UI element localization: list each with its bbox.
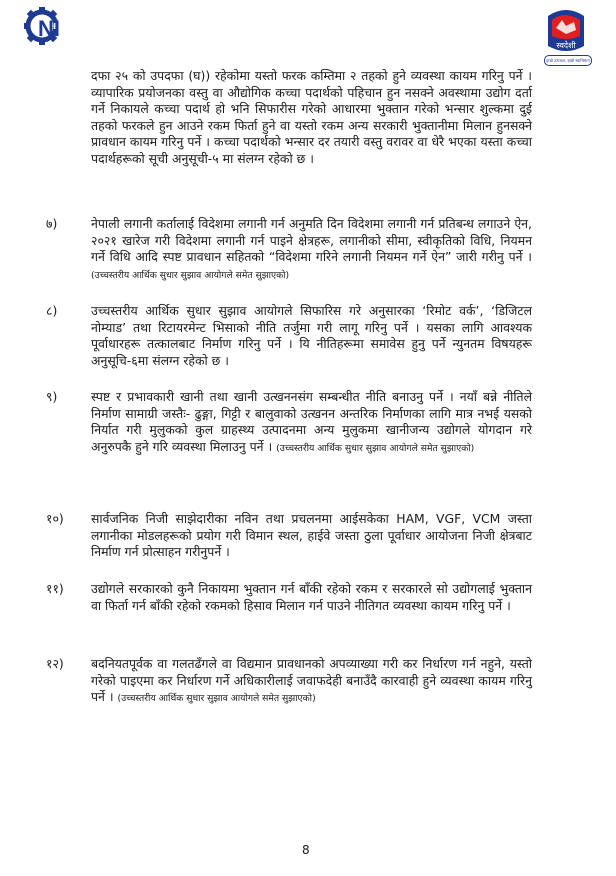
- item-text: बदनियतपूर्वक वा गलतढँगले वा विद्यमान प्रावधानको अपव्याख्या गरी कर निर्धारण गर्न नहुने, यस्तो गरेको पाइएमा कर निर्धारण गर्ने अधिकारीलाई जवाफदेही बनाउँदै कारवाही हुने व्यवस्था कायम गरिनु पर्ने ।: [91, 656, 532, 705]
- list-item-8: [91, 303, 532, 369]
- list-item-10: [91, 511, 532, 561]
- swadeshi-tagline: हाम्रो उत्पादन, हाम्रो स्वाभिमान: [544, 55, 592, 66]
- item-number-10: १०): [46, 511, 64, 526]
- list-item-12: [91, 656, 532, 708]
- item-text: उद्योगले सरकारको कुनै निकायमा भुक्तान गर्न बाँकी रहेको रकम र सरकारले सो उद्योगलाई भुक्तान वा फिर्ता गर्न बाँकी रहेको रकमको हिसाव मिलान गर्न पाउने नीतिगत व्यवस्था कायम गरिनु पर्ने ।: [91, 581, 532, 613]
- item-text: उच्चस्तरीय आर्थिक सुधार सुझाव आयोगले सिफारिस गरे अनुसारका ‘रिमोट वर्क’, ‘डिजिटल नोम्याड’ तथा रिटायरमेन्ट भिसाको नीति तर्जुमा गरी लागू गरिनु पर्ने । यसका लागि आवश्यक पूर्वाधारहरू तत्कालबाट निर्माण गरिनु पर्ने । यि नीतिहरूमा समावेस हुनु पर्ने न्युनतम विषयहरू अनुसूचि-६मा संलग्न रहेको छ ।: [91, 303, 532, 368]
- page-number: 8: [302, 843, 310, 857]
- list-item-9: [91, 389, 532, 457]
- item-text: नेपाली लगानी कर्तालाई विदेशमा लगानी गर्न अनुमति दिन विदेशमा लगानी गर्न प्रतिबन्ध लगाउने ऐन, २०२१ खारेज गरी विदेशमा लगानी गर्न पाइने क्षेत्रहरू, लगानीको सीमा, स्वीकृतिको विधि, नियमन गर्ने विधि आदि स्पष्ट प्रावधान सहितको “विदेशमा गरिने लगानी नियमन गर्ने ऐन” जारी गरीनु पर्ने ।: [91, 216, 532, 265]
- item-number-8: ८): [46, 303, 58, 318]
- item-text: स्पष्ट र प्रभावकारी खानी तथा खानी उत्खननसंग सम्बन्धीत नीति बनाउनु पर्ने । नयाँ बन्ने नीतिले निर्माण सामाग्री जस्तैः- ढुङ्गा, गिट्टी र बालुवाको उत्खनन अन्तरिक निर्माणका लागि मात्र नभई यसको निर्यात गरी मुलुकको कुल ग्राहस्थ्य उत्पादनमा अन्य मुलुकमा खानीजन्य उद्योगले योगदान गरे अनुरुपकै हुने गरि व्यवस्था मिलाउनु पर्ने ।: [91, 389, 532, 454]
- item-number-7: ७): [46, 216, 58, 231]
- item-number-9: ९): [46, 389, 58, 404]
- swadeshi-logo-text: स्वदेशी: [556, 41, 576, 50]
- cni-gear-logo-icon: [24, 6, 78, 46]
- item-number-11: ११): [46, 581, 64, 596]
- item-number-12: १२): [46, 656, 64, 671]
- cni-logo-text: NI: [38, 16, 60, 41]
- item-text: सार्वजनिक निजी साझेदारीका नविन तथा प्रचलनमा आईसकेका HAM, VGF, VCM जस्ता लगानीका मोडलहरूको प्रयोग गरी विमान स्थल, हाईवे जस्ता ठुला पूर्वाधार आयोजना निजी क्षेत्रबाट निर्माण गर्न प्रोत्साहन गरीनुपर्ने ।: [91, 511, 532, 560]
- item-note: (उच्चस्तरीय आर्थिक सुधार सुझाव आयोगले समेत सुझाएको): [117, 693, 316, 705]
- continuation-paragraph: दफा २५ को उपदफा (घ)) रहेकोमा यस्तो फरक कम्तिमा २ तहको हुने व्यवस्था कायम गरिनु पर्ने । व्यापारिक प्रयोजनका वस्तु वा औद्योगिक कच्चा पदार्थको पहिचान हुन नसक्ने अवस्थामा उद्योग दर्ता गर्ने निकायले कच्चा पदार्थ हो भनि सिफारीस गरेको आधारमा भुक्तान गरेको भन्सार शुल्कमा दुई तहको फरकले हुन आउने रकम फिर्ता हुने वा यस्तो रकम अन्य सरकारी भुक्तानीमा मिलान हुनसक्ने प्रावधान कायम गरिनु पर्ने । कच्चा पदार्थको भन्सार दर तयारी वस्तु वरावर वा धेरै भएका यस्ता कच्चा पदार्थहरूको सूची अनुसूची-५ मा संलग्न रहेको छ ।: [91, 68, 532, 166]
- item-note: (उच्चस्तरीय आर्थिक सुधार सुझाव आयोगले समेत सुझाएको): [91, 269, 290, 281]
- list-item-11: [91, 581, 532, 614]
- list-item-7: [91, 216, 532, 284]
- item-note: (उच्चस्तरीय आर्थिक सुधार सुझाव आयोगले समेत सुझाएको): [276, 442, 475, 454]
